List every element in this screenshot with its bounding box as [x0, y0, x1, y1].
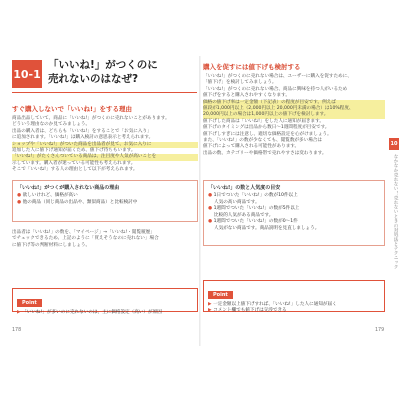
arrow-icon: ▶: [17, 310, 23, 315]
reason-item: ● 他の商品（同じ商品の出品や、類似商品）と比較検討中: [17, 199, 138, 205]
guide-item: ● 1週間でついた「いいね!」の数が5件以上: [208, 206, 300, 212]
guide-list: [204, 193, 384, 236]
book-spread: [0, 56, 400, 346]
guide-box: [203, 180, 385, 246]
body-line: に値下げ等の判断材料にしましょう。: [12, 242, 91, 248]
after-box-text: [12, 230, 198, 249]
arrow-icon: ▶: [208, 302, 214, 307]
body-line: 値下げをすると購入されやすくなります。: [203, 93, 290, 99]
guide-item-note: 人気がない商品です。商品説明を見直しましょう。: [214, 225, 320, 231]
reason-box-title: 「いいね!」がつくが購入されない商品の理由: [17, 185, 120, 191]
bullet-icon: ●: [17, 193, 23, 198]
body-line: 値下げのタイミングは出品から数日〜1週間程度が目安です。: [203, 125, 330, 131]
body-line: 「いいね!」がつくのに売れない場合、商品に興味を持つ人がいるため: [203, 86, 348, 92]
guide-item: ● 1週間でついた「いいね!」の数が0〜1件: [208, 219, 298, 225]
body-line-highlighted: 「いいね!」がたくさんついている商品は、注目度や人気が高いことを: [12, 154, 198, 160]
body-line-highlighted: ショップや「いいね!」がついた商品を出品者が見て、お気に入りに: [12, 142, 198, 148]
page-number: 179: [375, 328, 385, 333]
reason-box: [12, 180, 198, 222]
chapter-rule: [12, 92, 197, 93]
body-line: 「値下げ」を検討してみましょう。: [203, 80, 277, 86]
point-line: ▶ 「いいね!」が多いのに売れないのは、主に価格設定（高い）が原因: [17, 310, 162, 315]
point-label: Point: [17, 299, 42, 307]
body-line: 商品出品していて、商品に「いいね!」がつくのに売れないことがあります。: [12, 116, 170, 121]
body-text: [12, 116, 198, 174]
body-line-highlighted: 価格の値下げ率は一定金額（下記表）の程度が目安です。例えば: [203, 100, 385, 106]
left-page: [12, 56, 204, 346]
point-box: [203, 280, 385, 312]
body-line-highlighted: 20,000円以上の場合は1,000円以上の値下げを検討します。: [203, 112, 385, 118]
chapter-title-line2: 売れないのはなぜ?: [48, 73, 139, 85]
chapter-side-text: なかなか売れない！売れないときの対処法とテクニック: [393, 154, 398, 269]
guide-box-title: 「いいね!」の数と人気度の目安: [208, 185, 281, 191]
body-line: 出品者は「いいね!」の数を、「マイページ」→「いいね!・閲覧履歴」: [12, 230, 155, 235]
point-label: Point: [208, 291, 233, 299]
bullet-icon: ●: [208, 193, 214, 198]
body-line: また、「いいね!」の数が少なくても、閲覧数が多い場合は: [203, 138, 322, 144]
section-heading: 購入を促すには値下げも検討する: [203, 63, 301, 71]
body-line: そこで「いいね!」する人の理由として以下が考えられます。: [12, 167, 138, 173]
body-line-highlighted: 値段が1,000円以上（2,000円以上 20,000円未満の場合）は10%程度、: [203, 106, 385, 112]
guide-item-note: 人気の高い商品です。: [214, 199, 260, 205]
page-number: 178: [12, 328, 22, 333]
body-line: 値下げした商品は「いいね!」をした人に通知が届きます。: [203, 118, 324, 124]
point-line: ▶ 一定金額以上値下げすれば、「いいね!」した人に通知が届く: [208, 302, 337, 307]
point-line: ▶ コメント欄でも値下げは交渉できる: [208, 308, 287, 314]
chapter-title-line1: 「いいね!」がつくのに: [48, 59, 158, 71]
body-line: 値下げによって購入される可能性があります。: [203, 144, 300, 150]
bullet-icon: ●: [208, 206, 214, 212]
chapter-title: [48, 58, 198, 86]
body-line: 示しています。購入者が迷っている可能性も考えられます。: [12, 160, 136, 166]
arrow-icon: ▶: [208, 308, 214, 314]
body-line: 「いいね!」がつくのに売れない場合は、ユーザーに購入を促すために、: [203, 74, 352, 79]
reason-item: ● 欲しいけれど、価格が高い: [17, 193, 78, 198]
body-line: 出品の購入者は、どちらも「いいね!」をすることで「お気に入り」: [12, 128, 152, 134]
bullet-icon: ●: [208, 219, 214, 225]
bullet-icon: ●: [17, 199, 23, 205]
guide-item-note: 比較的人気がある商品です。: [214, 212, 274, 218]
right-page: [203, 56, 395, 346]
body-line: でチェックできるため、上記のように「買えそうなのに売れない」場合: [12, 236, 159, 242]
body-text: [203, 74, 385, 157]
point-box: [12, 288, 198, 315]
body-line: に追加されます。「いいね!」は購入検討の意思表示と考えられます。: [12, 135, 154, 141]
section-heading: すぐ購入しないで「いいね!」をする理由: [12, 105, 132, 113]
body-line: 出品の数、カテゴリーや価格帯で売れやすさは変わります。: [203, 150, 327, 156]
body-line: 値下げしすぎには注意し、適切な価格設定を心がけましょう。: [203, 131, 332, 137]
body-line: 追加した人に値下げ通知が届くため、値下げ待ちもいます。: [12, 148, 136, 154]
body-line: どういう理由なのか見てみましょう。: [12, 122, 91, 128]
chapter-tab: 10: [389, 138, 399, 150]
chapter-number-badge: 10-1: [12, 60, 42, 88]
guide-item: ● 1日でついた「いいね!」の数が10件以上: [208, 193, 298, 198]
reason-list: [13, 193, 197, 209]
